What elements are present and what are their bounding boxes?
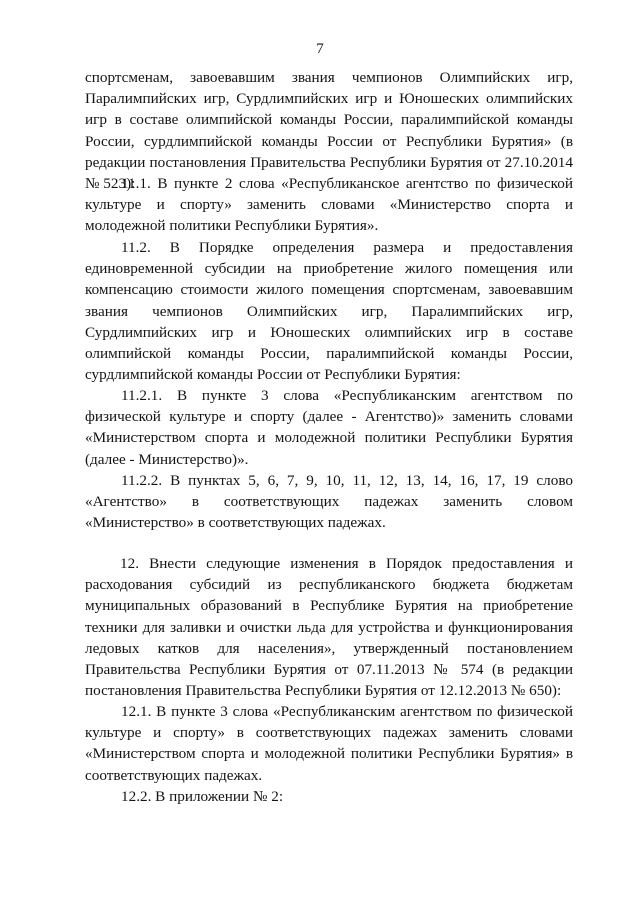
paragraph-11-2-2: 11.2.2. В пунктах 5, 6, 7, 9, 10, 11, 12, 13, 14, 16, 17, 19 слово «Агентство» в соответствующих падежах заменить словом «Министерство» в соответствующих падежах. [85,472,573,532]
paragraph-12-2: 12.2. В приложении № 2: [121,788,284,805]
paragraph-11-2-1: 11.2.1. В пункте 3 слова «Республиканским агентством по физической культуре и спорту (далее - Агентство)» заменить словами «Министерством спорта и молодежной политики Республики Бурятия (далее - Министерство)». [85,387,573,468]
paragraph-11-1: 11.1. В пункте 2 слова «Республиканское агентство по физической культуре и спорту» заменить словами «Министерство спорта и молодежной политики Республики Бурятия». [85,175,573,235]
paragraph-12-1: 12.1. В пункте 3 слова «Республиканским агентством по физической культуре и спорту» в соответствующих падежах заменить словами «Министерством спорта и молодежной политики Республики Бурятия» в соответствующих падежах. [85,703,573,784]
page-number: 7 [316,41,324,57]
paragraph-12: 12. Внести следующие изменения в Порядок предоставления и расходования субсидий из республиканского бюджета бюджетам муниципальных образований в Республике Бурятия на приобретение техники для заливки и очистки льда для устройства и функционирования ледовых катков для населения», утвержденный постановлением Правительства Республики Бурятия от 07.11.2013 № 574 (в редакции постановления Правительства Республики Бурятия от 12.12.2013 № 650): [85,555,573,700]
paragraph-11-2: 11.2. В Порядке определения размера и предоставления единовременной субсидии на приобретение жилого помещения или компенсацию стоимости жилого помещения спортсменам, завоевавшим звания чемпионов Олимпийских игр, Паралимпийских игр, Сурдлимпийских игр и Юношеских олимпийских игр в составе олимпийской команды России, паралимпийской команды России, сурдлимпийской команды России от Республики Бурятия: [85,239,573,384]
paragraph-intro-continuation: спортсменам, завоевавшим звания чемпионов Олимпийских игр, Паралимпийских игр, Сурдлимпийских игр и Юношеских олимпийских игр в составе олимпийской команды России, паралимпийской команды России, сурдлимпийской команды России от Республики Бурятия» (в редакции постановления Правительства Республики Бурятия от 27.10.2014 № 523): [85,69,573,193]
